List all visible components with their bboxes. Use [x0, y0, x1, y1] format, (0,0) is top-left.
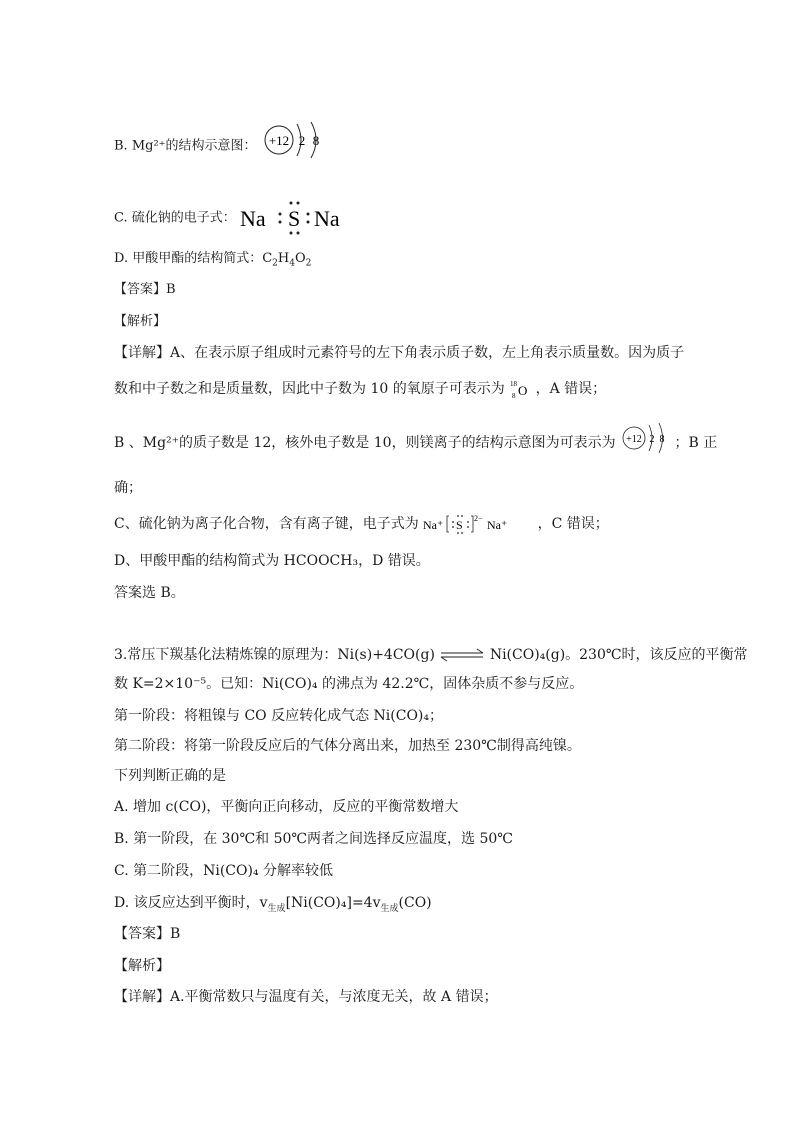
analysis-2: 【解析】: [114, 958, 170, 974]
na-left: Na: [239, 206, 266, 231]
mg-shell2-small: 8: [659, 434, 665, 445]
option-c-text: C. 硫化钠的电子式：: [114, 210, 236, 226]
q3-line1-pre: 3.常压下羰基化法精炼镍的原理为：Ni(s)+4CO(g): [114, 647, 435, 663]
option-d-line: [114, 250, 311, 268]
na2s-ionic-formula: [423, 513, 533, 535]
ionic-s: S: [456, 518, 463, 532]
detail-a2-post: ，A 错误；: [535, 381, 607, 397]
detail-d-line: D、甲酸甲酯的结构简式为 HCOOCH₃，D 错误。: [114, 553, 430, 569]
detail-b1-text: B 、Mg²⁺的质子数是 12，核外电子数是 10，则镁离子的结构示意图为可表示为: [114, 435, 616, 451]
ionic-na2: Na⁺: [487, 518, 508, 532]
q3-stage2: 第二阶段：将第一阶段反应后的气体分离出来，加热至 230℃制得高纯镍。: [114, 738, 581, 754]
q3-option-c: C. 第二阶段，Ni(CO)₄ 分解率较低: [114, 863, 334, 879]
mg-shell1-small: 2: [649, 434, 655, 445]
option-b-line: [114, 132, 331, 160]
answer-2: 【答案】B: [114, 926, 181, 942]
mg-shell1-label: 2: [298, 133, 305, 148]
mg-nucleus-small: +12: [626, 434, 642, 445]
detail-c-line: [114, 513, 609, 535]
o-symbol: O: [518, 383, 528, 398]
analysis-1: 【解析】: [114, 314, 167, 329]
q3-stage1: 第一阶段：将粗镍与 CO 反应转化成气态 Ni(CO)₄；: [114, 708, 443, 724]
mg-ion-structure-diagram: [261, 120, 331, 160]
ionic-charge: 2−: [474, 514, 483, 523]
q3-line2: 数 K=2×10⁻⁵。已知：Ni(CO)₄ 的沸点为 42.2℃，固体杂质不参与反应。: [114, 676, 584, 692]
detail-a-line2: [114, 378, 606, 400]
reversible-arrow: [439, 648, 485, 662]
o-mass-number: 18: [510, 380, 518, 388]
detail-a-line1: 【详解】A、在表示原子组成时元素符号的左下角表示质子数，左上角表示质量数。因为质子: [114, 345, 685, 361]
q3-d-sub2: 生成: [380, 903, 399, 914]
na2s-electron-formula: [240, 200, 350, 236]
detail-a2-text: 数和中子数之和是质量数，因此中子数为 10 的氧原子可表示为: [114, 381, 505, 397]
option-d-text: D. 甲酸甲酯的结构简式：C: [114, 251, 273, 266]
q3-d-sub1: 生成: [267, 903, 286, 914]
detail-b1-post: ；B 正: [674, 435, 718, 451]
q3-prompt: 下列判断正确的是: [114, 768, 226, 784]
o-atomic-number: 8: [512, 392, 516, 400]
mg-ion-structure-small: [620, 420, 670, 456]
d-mid2: O: [294, 251, 306, 266]
q3-option-b: B. 第一阶段，在 30℃和 50℃两者之间选择反应温度，选 50℃: [114, 831, 513, 847]
detail-2: 【详解】A.平衡常数只与温度有关，与浓度无关，故 A 错误；: [114, 989, 498, 1005]
q3-d-post: (CO): [398, 895, 432, 911]
d-sub3: 2: [305, 258, 312, 269]
option-b-text: B. Mg²⁺的结构示意图：: [114, 138, 257, 154]
answer-select: 答案选 B。: [114, 585, 185, 601]
oxygen-isotope-symbol: [509, 378, 531, 400]
detail-b-line1: [114, 430, 717, 456]
q3-line1-post: Ni(CO)₄(g)。230℃时，该反应的平衡常: [489, 647, 748, 663]
detail-c-text: C、硫化钠为离子化合物，含有离子键，电子式为: [114, 516, 419, 532]
answer-1: 【答案】B: [114, 282, 176, 297]
d-mid1: H: [277, 251, 290, 266]
q3-d-pre: D. 该反应达到平衡时，v: [114, 895, 268, 911]
option-c-line: [114, 200, 350, 236]
ionic-na1: Na⁺: [423, 518, 444, 532]
mg-shell2-label: 8: [312, 133, 319, 148]
q3-option-a: A. 增加 c(CO)，平衡向正向移动，反应的平衡常数增大: [114, 799, 459, 815]
q3-line1: [114, 645, 748, 665]
mg-nucleus-label: +12: [268, 133, 289, 148]
detail-c-post: ，C 错误；: [537, 516, 609, 532]
s-symbol: S: [287, 206, 301, 231]
d-sub1: 2: [272, 258, 278, 269]
detail-b-line2: 确；: [114, 480, 142, 496]
q3-d-mid: [Ni(CO)₄]=4v: [285, 895, 381, 911]
q3-option-d: [114, 893, 432, 913]
d-sub2: 4: [289, 258, 295, 269]
na-right: Na: [313, 206, 340, 231]
